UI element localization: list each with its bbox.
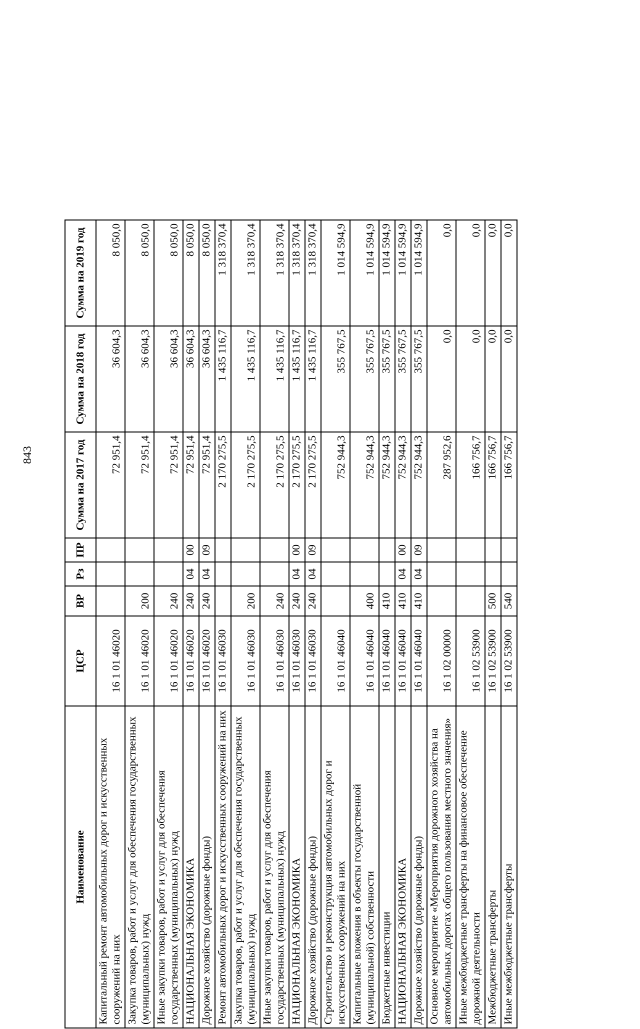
cell-vr: 240	[305, 586, 321, 616]
cell-pr	[427, 538, 456, 562]
cell-pr: 09	[305, 538, 321, 562]
cell-name: Ремонт автомобильных дорог и искусственных сооружений на них	[215, 706, 231, 1028]
cell-csr: 16 1 01 46040	[411, 616, 427, 706]
cell-sum-2019: 0,0	[485, 220, 501, 326]
cell-vr: 410	[395, 586, 411, 616]
cell-sum-2017: 72 951,4	[125, 432, 154, 538]
cell-pr: 09	[411, 538, 427, 562]
cell-name: НАЦИОНАЛЬНАЯ ЭКОНОМИКА	[289, 706, 305, 1028]
header-sum-2019: Сумма на 2019 год	[65, 220, 96, 326]
cell-sum-2018: 36 604,3	[199, 326, 215, 432]
cell-pr	[231, 538, 260, 562]
table-body	[96, 220, 517, 1028]
cell-rz	[485, 562, 501, 586]
cell-vr: 240	[289, 586, 305, 616]
cell-sum-2018: 355 767,5	[350, 326, 379, 432]
cell-name: Иные межбюджетные трансферты на финансовое обеспечение дорожной деятельности	[456, 706, 485, 1028]
table-row	[395, 220, 411, 1028]
table-row	[154, 220, 183, 1028]
header-name: Наименование	[65, 706, 96, 1028]
rotated-table-container	[65, 221, 580, 1029]
cell-sum-2018: 0,0	[456, 326, 485, 432]
cell-sum-2017: 2 170 275,5	[260, 432, 289, 538]
cell-sum-2017: 166 756,7	[456, 432, 485, 538]
cell-rz	[501, 562, 517, 586]
cell-sum-2019: 1 014 594,9	[395, 220, 411, 326]
header-pr: ПР	[65, 538, 96, 562]
cell-sum-2019: 1 318 370,4	[289, 220, 305, 326]
page-number: 843	[20, 446, 34, 464]
cell-pr	[501, 538, 517, 562]
cell-vr: 410	[411, 586, 427, 616]
cell-rz	[427, 562, 456, 586]
cell-sum-2019: 8 050,0	[125, 220, 154, 326]
cell-sum-2018: 36 604,3	[183, 326, 199, 432]
cell-sum-2017: 287 952,6	[427, 432, 456, 538]
table-row	[215, 220, 231, 1028]
cell-vr: 240	[260, 586, 289, 616]
cell-pr: 09	[199, 538, 215, 562]
cell-vr	[321, 586, 350, 616]
cell-pr: 00	[183, 538, 199, 562]
cell-vr: 240	[199, 586, 215, 616]
cell-sum-2018: 0,0	[501, 326, 517, 432]
cell-csr: 16 1 01 46040	[321, 616, 350, 706]
cell-rz	[456, 562, 485, 586]
cell-rz: 04	[183, 562, 199, 586]
cell-rz	[154, 562, 183, 586]
cell-sum-2018: 1 435 116,7	[231, 326, 260, 432]
cell-csr: 16 1 01 46040	[379, 616, 395, 706]
cell-name: Иные закупки товаров, работ и услуг для обеспечения государственных (муниципальных) нужд	[260, 706, 289, 1028]
table-row	[501, 220, 517, 1028]
cell-vr: 410	[379, 586, 395, 616]
cell-sum-2018: 1 435 116,7	[289, 326, 305, 432]
cell-rz	[215, 562, 231, 586]
cell-vr: 400	[350, 586, 379, 616]
cell-sum-2018: 355 767,5	[395, 326, 411, 432]
table-row	[231, 220, 260, 1028]
cell-vr	[427, 586, 456, 616]
cell-rz	[125, 562, 154, 586]
cell-sum-2019: 0,0	[501, 220, 517, 326]
cell-csr: 16 1 01 46020	[125, 616, 154, 706]
cell-csr: 16 1 01 46040	[395, 616, 411, 706]
cell-sum-2018: 36 604,3	[125, 326, 154, 432]
cell-name: Бюджетные инвестиции	[379, 706, 395, 1028]
cell-sum-2018: 355 767,5	[379, 326, 395, 432]
cell-sum-2017: 166 756,7	[501, 432, 517, 538]
header-sum-2018: Сумма на 2018 год	[65, 326, 96, 432]
cell-rz: 04	[411, 562, 427, 586]
cell-pr	[215, 538, 231, 562]
cell-csr: 16 1 02 00000	[427, 616, 456, 706]
cell-rz: 04	[199, 562, 215, 586]
cell-sum-2017: 2 170 275,5	[231, 432, 260, 538]
cell-sum-2017: 752 944,3	[395, 432, 411, 538]
cell-csr: 16 1 01 46020	[183, 616, 199, 706]
cell-vr: 240	[183, 586, 199, 616]
cell-pr	[321, 538, 350, 562]
cell-name: Основное мероприятие «Мероприятия дорожного хозяйства на автомобильных дорогах общего пользования местного значения»	[427, 706, 456, 1028]
table-row	[96, 220, 125, 1028]
cell-sum-2018: 1 435 116,7	[305, 326, 321, 432]
cell-sum-2018: 0,0	[485, 326, 501, 432]
cell-sum-2018: 36 604,3	[154, 326, 183, 432]
cell-sum-2017: 2 170 275,5	[305, 432, 321, 538]
cell-name: Строительство и реконструкция автомобильных дорог и искусственных сооружений на них	[321, 706, 350, 1028]
cell-sum-2017: 2 170 275,5	[215, 432, 231, 538]
cell-name: Капитальный ремонт автомобильных дорог и искусственных сооружений на них	[96, 706, 125, 1028]
cell-pr	[485, 538, 501, 562]
cell-name: Иные межбюджетные трансферты	[501, 706, 517, 1028]
cell-rz	[260, 562, 289, 586]
cell-sum-2019: 1 318 370,4	[305, 220, 321, 326]
cell-sum-2017: 752 944,3	[411, 432, 427, 538]
cell-vr	[96, 586, 125, 616]
cell-sum-2019: 1 014 594,9	[321, 220, 350, 326]
table-row	[411, 220, 427, 1028]
cell-sum-2019: 1 318 370,4	[231, 220, 260, 326]
cell-vr	[456, 586, 485, 616]
table-row	[456, 220, 485, 1028]
cell-pr: 00	[289, 538, 305, 562]
cell-sum-2018: 1 435 116,7	[260, 326, 289, 432]
cell-sum-2019: 1 014 594,9	[350, 220, 379, 326]
table-row	[427, 220, 456, 1028]
cell-csr: 16 1 01 46020	[96, 616, 125, 706]
cell-pr	[154, 538, 183, 562]
cell-rz: 04	[289, 562, 305, 586]
cell-csr: 16 1 01 46030	[305, 616, 321, 706]
cell-sum-2019: 1 318 370,4	[260, 220, 289, 326]
cell-name: Капитальные вложения в объекты государственной (муниципальной) собственности	[350, 706, 379, 1028]
cell-name: Закупка товаров, работ и услуг для обеспечения государственных (муниципальных) нужд	[125, 706, 154, 1028]
cell-name: Дорожное хозяйство (дорожные фонды)	[199, 706, 215, 1028]
table-row	[125, 220, 154, 1028]
cell-sum-2019: 1 318 370,4	[215, 220, 231, 326]
cell-rz	[231, 562, 260, 586]
cell-csr: 16 1 01 46030	[231, 616, 260, 706]
table-row	[305, 220, 321, 1028]
cell-sum-2017: 72 951,4	[96, 432, 125, 538]
cell-name: НАЦИОНАЛЬНАЯ ЭКОНОМИКА	[395, 706, 411, 1028]
cell-csr: 16 1 01 46030	[289, 616, 305, 706]
table-header-row	[65, 220, 96, 1028]
cell-csr: 16 1 02 53900	[501, 616, 517, 706]
cell-name: Межбюджетные трансферты	[485, 706, 501, 1028]
cell-sum-2018: 0,0	[427, 326, 456, 432]
header-vr: ВР	[65, 586, 96, 616]
cell-csr: 16 1 01 46040	[350, 616, 379, 706]
cell-name: Дорожное хозяйство (дорожные фонды)	[411, 706, 427, 1028]
cell-name: НАЦИОНАЛЬНАЯ ЭКОНОМИКА	[183, 706, 199, 1028]
header-csr: ЦСР	[65, 616, 96, 706]
cell-sum-2018: 355 767,5	[411, 326, 427, 432]
table-row	[485, 220, 501, 1028]
cell-pr	[96, 538, 125, 562]
cell-rz	[321, 562, 350, 586]
header-rz: Рз	[65, 562, 96, 586]
cell-sum-2018: 36 604,3	[96, 326, 125, 432]
cell-vr: 540	[501, 586, 517, 616]
cell-rz: 04	[305, 562, 321, 586]
cell-sum-2017: 166 756,7	[485, 432, 501, 538]
table-row	[321, 220, 350, 1028]
cell-pr	[260, 538, 289, 562]
cell-csr: 16 1 01 46030	[260, 616, 289, 706]
cell-name: Дорожное хозяйство (дорожные фонды)	[305, 706, 321, 1028]
cell-sum-2017: 2 170 275,5	[289, 432, 305, 538]
cell-sum-2019: 1 014 594,9	[379, 220, 395, 326]
cell-rz	[350, 562, 379, 586]
cell-csr: 16 1 02 53900	[456, 616, 485, 706]
cell-sum-2019: 0,0	[427, 220, 456, 326]
table-row	[199, 220, 215, 1028]
cell-sum-2019: 8 050,0	[183, 220, 199, 326]
cell-pr	[456, 538, 485, 562]
cell-name: Иные закупки товаров, работ и услуг для обеспечения государственных (муниципальных) нужд	[154, 706, 183, 1028]
cell-csr: 16 1 01 46020	[154, 616, 183, 706]
cell-sum-2018: 355 767,5	[321, 326, 350, 432]
cell-pr	[379, 538, 395, 562]
cell-rz	[379, 562, 395, 586]
cell-sum-2017: 72 951,4	[199, 432, 215, 538]
cell-vr	[215, 586, 231, 616]
cell-sum-2019: 8 050,0	[199, 220, 215, 326]
cell-sum-2017: 72 951,4	[183, 432, 199, 538]
cell-csr: 16 1 01 46020	[199, 616, 215, 706]
cell-sum-2017: 752 944,3	[379, 432, 395, 538]
table-row	[379, 220, 395, 1028]
cell-sum-2019: 1 014 594,9	[411, 220, 427, 326]
cell-rz: 04	[395, 562, 411, 586]
cell-sum-2019: 8 050,0	[154, 220, 183, 326]
cell-sum-2017: 752 944,3	[321, 432, 350, 538]
cell-sum-2017: 752 944,3	[350, 432, 379, 538]
cell-vr: 240	[154, 586, 183, 616]
cell-csr: 16 1 01 46030	[215, 616, 231, 706]
cell-sum-2017: 72 951,4	[154, 432, 183, 538]
cell-pr: 00	[395, 538, 411, 562]
cell-vr: 200	[125, 586, 154, 616]
cell-csr: 16 1 02 53900	[485, 616, 501, 706]
cell-pr	[350, 538, 379, 562]
cell-sum-2018: 1 435 116,7	[215, 326, 231, 432]
cell-vr: 200	[231, 586, 260, 616]
cell-name: Закупка товаров, работ и услуг для обеспечения государственных (муниципальных) нужд	[231, 706, 260, 1028]
table-row	[260, 220, 289, 1028]
table-row	[289, 220, 305, 1028]
budget-table	[65, 220, 518, 1029]
table-row	[183, 220, 199, 1028]
cell-rz	[96, 562, 125, 586]
table-row	[350, 220, 379, 1028]
cell-sum-2019: 0,0	[456, 220, 485, 326]
cell-pr	[125, 538, 154, 562]
cell-vr: 500	[485, 586, 501, 616]
header-sum-2017: Сумма на 2017 год	[65, 432, 96, 538]
cell-sum-2019: 8 050,0	[96, 220, 125, 326]
